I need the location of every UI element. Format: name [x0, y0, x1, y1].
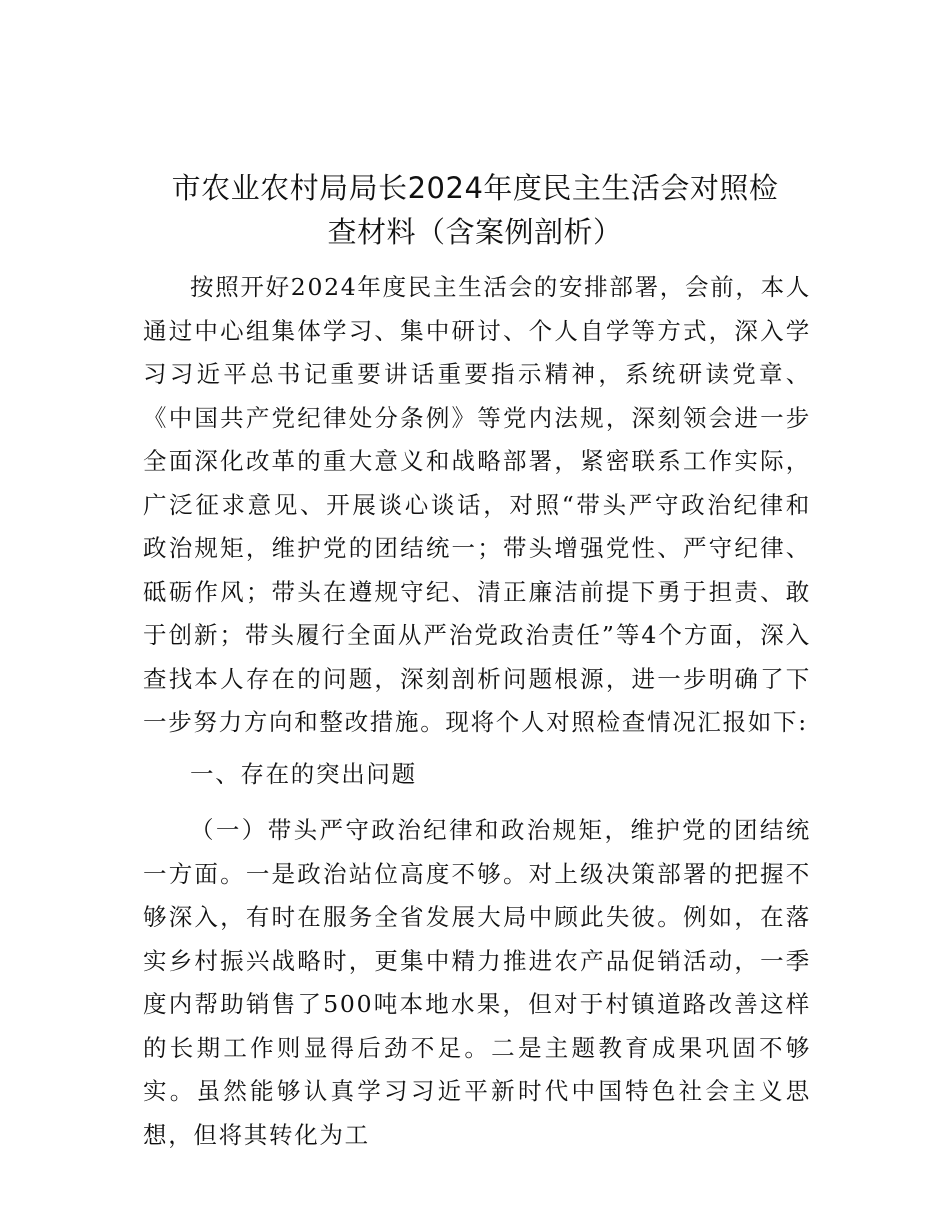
document-title-line-1: 市农业农村局局长2024年度民主生活会对照检 [171, 171, 779, 205]
subsection-paragraph: （一）带头严守政治纪律和政治规矩，维护党的团结统一方面。一是政治站位高度不够。对上级决策部署的把握不够深入，有时在服务全省发展大局中顾此失彼。例如，在落实乡村振兴战略时，更集中精力推进农产品促销活动，一季度内帮助销售了500吨本地水果，但对于村镇道路改善这样的长期工作则显得后劲不足。二是主题教育成果巩固不够实。虽然能够认真学习习近平新时代中国特色社会主义思想，但将其转化为工 [143, 816, 811, 1149]
section-heading: 一、存在的突出问题 [190, 760, 417, 788]
intro-paragraph: 按照开好2024年度民主生活会的安排部署，会前，本人通过中心组集体学习、集中研讨、个人自学等方式，深入学习习近平总书记重要讲话重要指示精神，系统研读党章、《中国共产党纪律处分条例》等党内法规，深刻领会进一步全面深化改革的重大意义和战略部署，紧密联系工作实际，广泛征求意见、开展谈心谈话，对照“带头严守政治纪律和政治规矩，维护党的团结统一；带头增强党性、严守纪律、砥砺作风；带头在遵规守纪、清正廉洁前提下勇于担责、敢于创新；带头履行全面从严治党政治责任”等4个方面，深入查找本人存在的问题，深刻剖析问题根源，进一步明确了下一步努力方向和整改措施。现将个人对照检查情况汇报如下: [143, 273, 812, 736]
document-title-line-2: 查材料（含案例剖析） [327, 215, 623, 249]
